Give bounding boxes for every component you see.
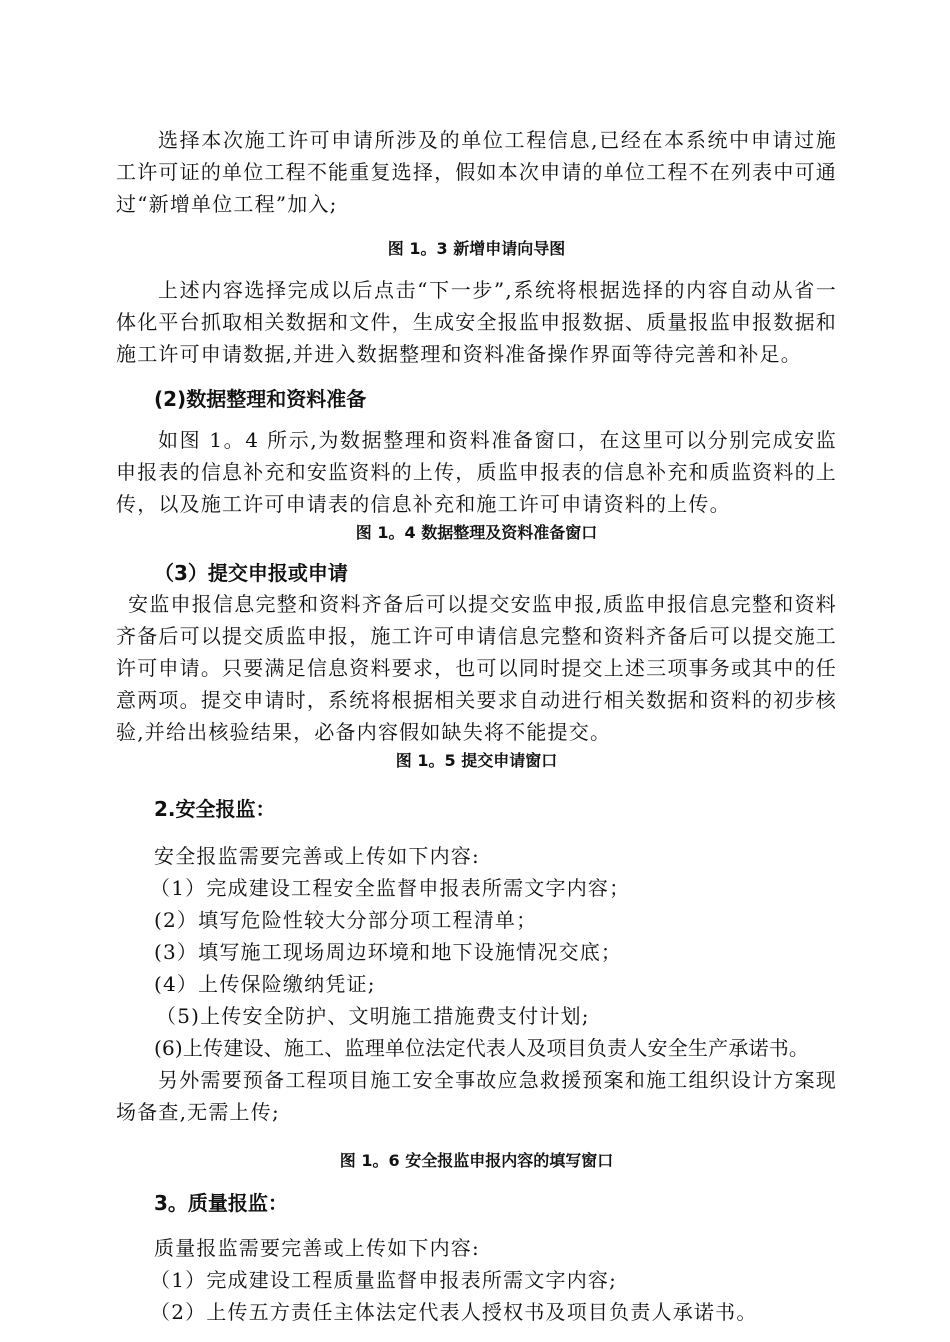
heading-safety-supervision: 2.安全报监： [154, 797, 276, 821]
paragraph-data-preparation: 如图 1。4 所示,为数据整理和资料准备窗口，在这里可以分别完成安监申报表的信息补充和安监资料的上传，质监申报表的信息补充和质监资料的上传，以及施工许可申请表的信息补充和施工许可申请资料的上传。 [116, 428, 837, 516]
quality-intro: 质量报监需要完善或上传如下内容: [154, 1236, 480, 1260]
safety-item: (4）上传保险缴纳凭证; [154, 972, 376, 996]
paragraph-submit: 安监申报信息完整和资料齐备后可以提交安监申报,质监申报信息完整和资料齐备后可以提交质监申报，施工许可申请信息完整和资料齐备后可以提交施工许可申请。只要满足信息资料要求，也可以同时提交上述三项事务或其中的任意两项。提交申请时，系统将根据相关要求自动进行相关数据和资料的初步核验,并给出核验结果，必备内容假如缺失将不能提交。 [116, 592, 837, 744]
top-margin [116, 0, 837, 124]
figure-caption-1-5: 图 1。5 提交申请窗口 [395, 751, 558, 770]
figure-caption-1-4: 图 1。4 数据整理及资料准备窗口 [355, 523, 598, 542]
heading-submit: （3）提交申报或申请 [154, 561, 348, 585]
heading-data-preparation: (2)数据整理和资料准备 [154, 387, 367, 411]
safety-item: (6)上传建设、施工、监理单位法定代表人及项目负责人安全生产承诺书。 [154, 1036, 810, 1060]
safety-item: （1）完成建设工程安全监督申报表所需文字内容； [150, 876, 631, 900]
paragraph-unit-selection: 选择本次施工许可申请所涉及的单位工程信息,已经在本系统中申请过施工许可证的单位工程不能重复选择，假如本次申请的单位工程不在列表中可通过“新增单位工程”加入; [116, 128, 837, 216]
quality-item: （1）完成建设工程质量监督申报表所需文字内容; [150, 1268, 618, 1292]
safety-item: （5)上传安全防护、文明施工措施费支付计划; [156, 1004, 590, 1028]
quality-item: （2）上传五方责任主体法定代表人授权书及项目负责人承诺书。 [150, 1300, 758, 1324]
figure-caption-1-6: 图 1。6 安全报监申报内容的填写窗口 [339, 1151, 614, 1170]
paragraph-next-step: 上述内容选择完成以后点击“下一步”,系统将根据选择的内容自动从省一体化平台抓取相关数据和文件，生成安全报监申报数据、质量报监申报数据和施工许可申请数据,并进入数据整理和资料准备操作界面等待完善和补足。 [116, 278, 837, 366]
safety-intro: 安全报监需要完善或上传如下内容: [154, 844, 480, 868]
safety-note: 另外需要预备工程项目施工安全事故应急救援预案和施工组织设计方案现场备查,无需上传; [116, 1068, 837, 1124]
safety-item: (2）填写危险性较大分部分项工程清单； [154, 908, 538, 932]
heading-quality-supervision: 3。质量报监： [154, 1191, 288, 1215]
figure-caption-1-3: 图 1。3 新增申请向导图 [387, 239, 566, 258]
safety-item: (3）填写施工现场周边环境和地下设施情况交底； [154, 940, 623, 964]
